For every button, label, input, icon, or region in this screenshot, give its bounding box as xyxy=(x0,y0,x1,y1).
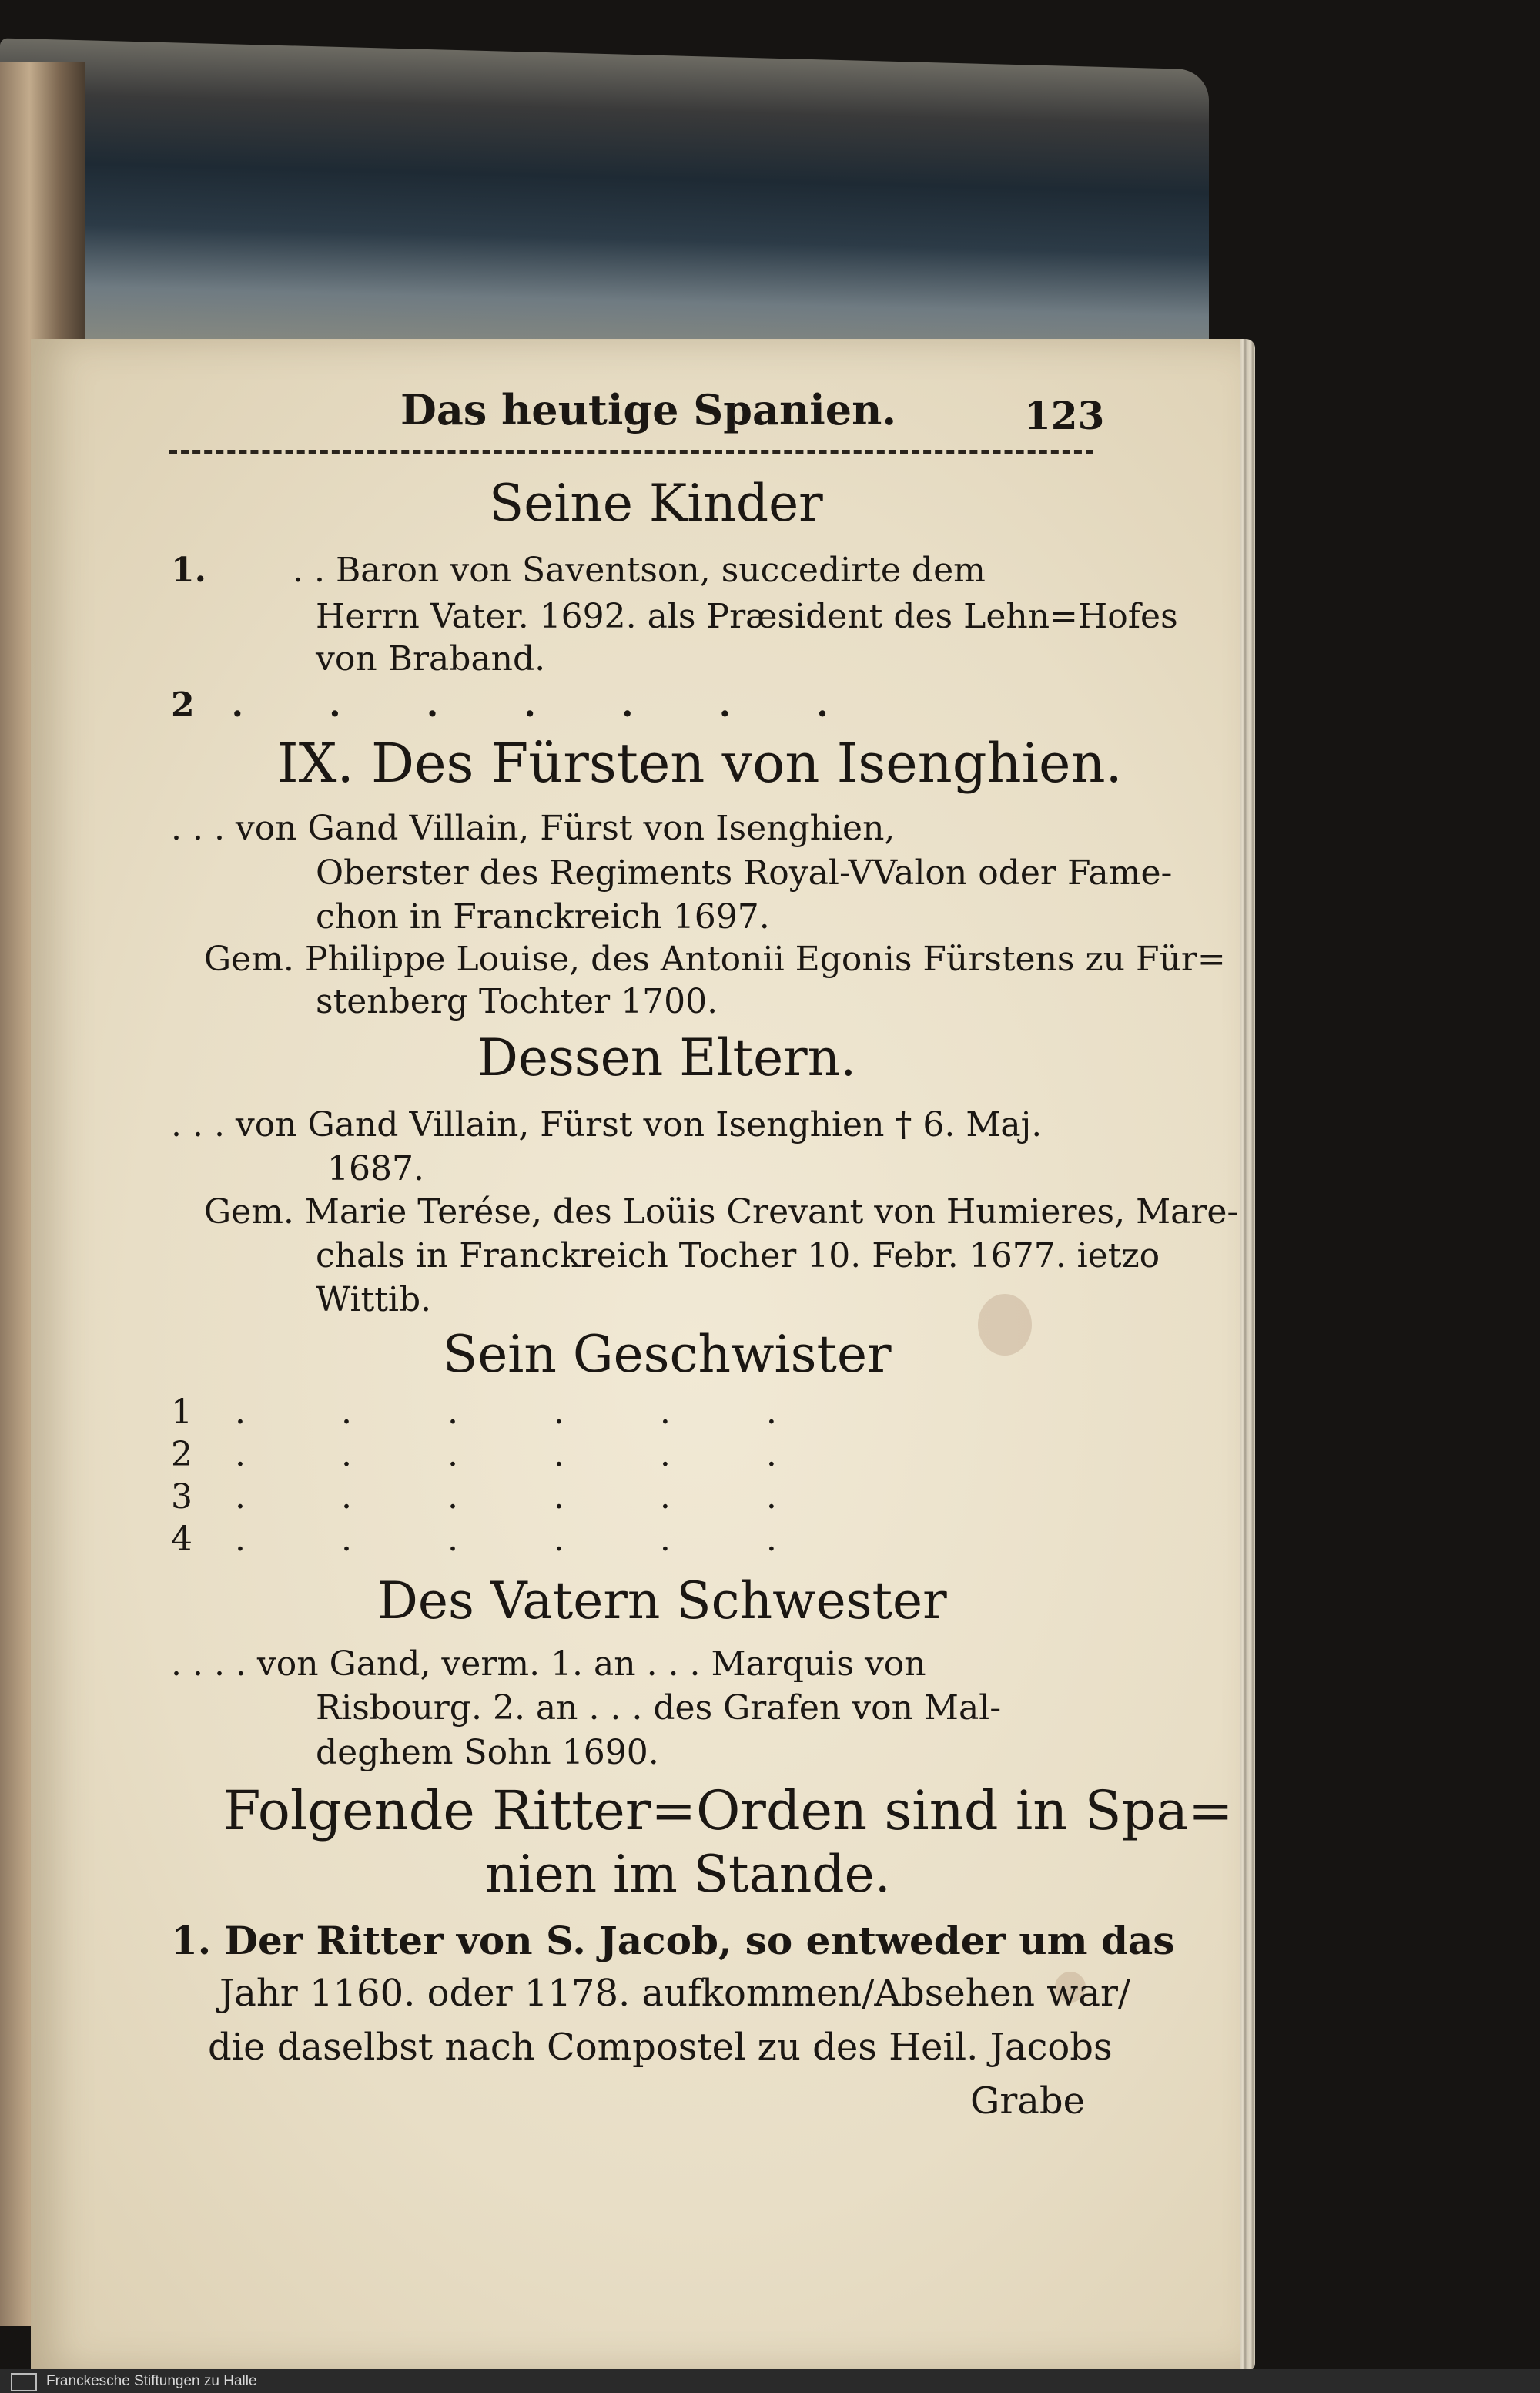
section-heading: Seine Kinder xyxy=(489,474,823,533)
body-line: Wittib. xyxy=(316,1280,432,1319)
header-rule xyxy=(169,450,1093,454)
list-item: 2. . . . . . xyxy=(171,1435,819,1474)
list-item: 4. . . . . . xyxy=(171,1520,819,1559)
section-heading: Sein Geschwister xyxy=(443,1325,892,1384)
body-line: . . . von Gand Villain, Fürst von Isenghien, xyxy=(171,809,896,848)
body-line: deghem Sohn 1690. xyxy=(316,1733,659,1772)
body-line: Risbourg. 2. an . . . des Grafen von Mal- xyxy=(316,1688,1002,1728)
body-line: 2. . . . . . . xyxy=(171,685,865,725)
body-line: von Braband. xyxy=(316,639,546,679)
body-line: die daselbst nach Compostel zu des Heil. Jacobs xyxy=(208,2026,1113,2069)
section-heading: Des Vatern Schwester xyxy=(377,1571,947,1631)
section-heading: nien im Stande. xyxy=(485,1845,891,1904)
body-line: Oberster des Regiments Royal-VValon oder Fame- xyxy=(316,853,1173,893)
body-line: . . . von Gand Villain, Fürst von Isenghien † 6. Maj. xyxy=(171,1105,1043,1145)
page-number: 123 xyxy=(1024,393,1105,438)
page-stain xyxy=(978,1294,1032,1356)
footer-bar xyxy=(0,2369,1540,2393)
list-item: 3. . . . . . xyxy=(171,1477,819,1517)
body-line: 1687. xyxy=(327,1149,424,1188)
body-line: 1. Der Ritter von S. Jacob, so entweder um das xyxy=(171,1918,1175,1963)
section-heading: IX. Des Fürsten von Isenghien. xyxy=(277,732,1123,795)
body-line: Jahr 1160. oder 1178. aufkommen/Absehen war/ xyxy=(219,1972,1131,2015)
section-heading: Dessen Eltern. xyxy=(477,1028,857,1088)
running-title: Das heutige Spanien. xyxy=(400,385,897,434)
body-line: Gem. Marie Terése, des Loüis Crevant von Humieres, Mare- xyxy=(204,1192,1239,1232)
body-line: Herrn Vater. 1692. als Præsident des Lehn=Hofes xyxy=(316,597,1178,636)
list-number: 1. xyxy=(171,551,206,590)
body-line: stenberg Tochter 1700. xyxy=(316,982,718,1021)
section-heading: Folgende Ritter=Orden sind in Spa= xyxy=(223,1779,1234,1842)
body-line: chals in Franckreich Tocher 10. Febr. 1677. ietzo xyxy=(316,1236,1160,1275)
institution-logo-icon xyxy=(11,2373,37,2391)
body-line: chon in Franckreich 1697. xyxy=(316,897,770,937)
book-top-edge xyxy=(0,38,1209,377)
body-line: . . . . von Gand, verm. 1. an . . . Marquis von xyxy=(171,1644,926,1684)
list-item: 1. . . . . . xyxy=(171,1393,819,1432)
footer-credit: Franckesche Stiftungen zu Halle xyxy=(46,2373,257,2389)
body-line: Gem. Philippe Louise, des Antonii Egonis Fürstens zu Für= xyxy=(204,940,1226,979)
body-line: . . Baron von Saventson, succedirte dem xyxy=(293,551,986,590)
catchword: Grabe xyxy=(970,2080,1086,2123)
